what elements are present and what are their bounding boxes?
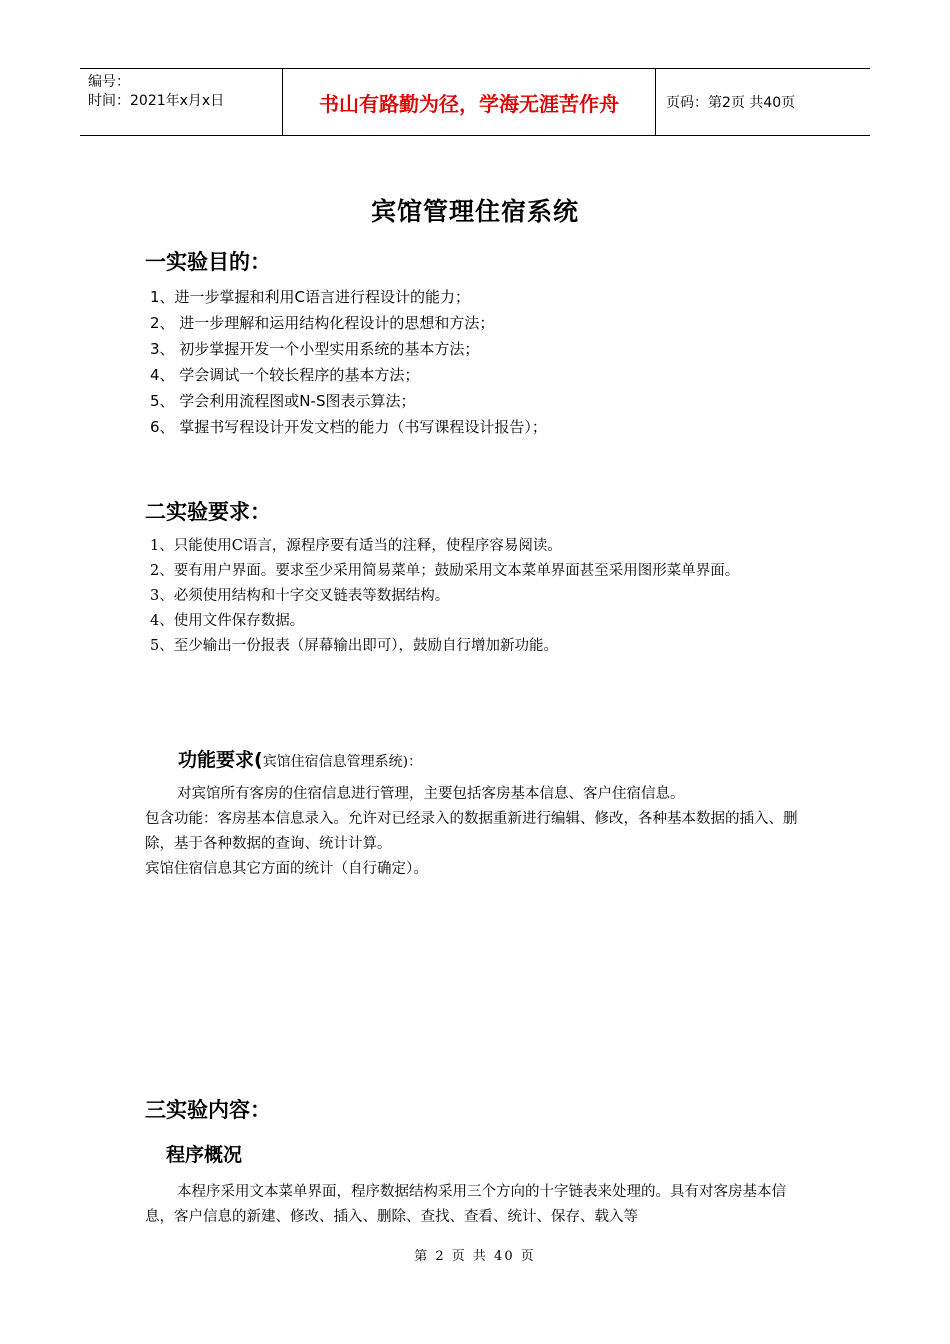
requirement-item: 1、只能使用C语言，源程序要有适当的注释，使程序容易阅读。: [150, 538, 562, 554]
requirements-list: [150, 534, 810, 659]
function-requirements-heading: [178, 745, 422, 772]
page-header: [80, 68, 870, 136]
requirement-item: 4、使用文件保存数据。: [150, 613, 305, 629]
function-heading-text: 功能要求(: [178, 749, 263, 771]
page-footer: 第 2 页 共 40 页: [414, 1249, 536, 1264]
function-line: 对宾馆所有客房的住宿信息进行管理，主要包括客房基本信息、客户住宿信息。: [177, 786, 685, 802]
header-motto: 书山有路勤为径，学海无涯苦作舟: [282, 69, 656, 135]
objectives-list: [150, 284, 547, 440]
program-overview-paragraph: 本程序采用文本菜单界面，程序数据结构采用三个方向的十字链表来处理的。具有对客房基本信息，客户信息的新建、修改、插入、删除、查找、查看、统计、保存、载入等: [145, 1184, 786, 1225]
objective-item: 2、 进一步理解和运用结构化程设计的思想和方法；: [150, 314, 495, 332]
section-1-heading: 一实验目的：: [145, 250, 271, 274]
section-3-heading: 三实验内容：: [145, 1098, 271, 1122]
function-heading-note: 宾馆住宿信息管理系统)：: [262, 754, 423, 770]
program-overview-heading: 程序概况: [166, 1144, 243, 1166]
requirement-item: 3、必须使用结构和十字交叉链表等数据结构。: [150, 588, 450, 604]
objective-item: 4、 学会调试一个较长程序的基本方法；: [150, 366, 420, 384]
time-label: 时间：2021年x月x日: [88, 93, 225, 109]
function-line: 包含功能：客房基本信息录入。允许对已经录入的数据重新进行编辑、修改，各种基本数据的插入、删除，基于各种数据的查询、统计计算。: [145, 811, 798, 852]
objective-item: 3、 初步掌握开发一个小型实用系统的基本方法；: [150, 340, 480, 358]
function-requirements-body: [145, 782, 810, 882]
header-meta: [80, 69, 282, 135]
header-page-info: 页码：第2页 共40页: [666, 95, 796, 111]
requirement-item: 2、要有用户界面。要求至少采用简易菜单；鼓励采用文本菜单界面甚至采用图形菜单界面。: [150, 563, 740, 579]
objective-item: 6、 掌握书写程设计开发文档的能力（书写课程设计报告）；: [150, 418, 547, 436]
objective-item: 5、 学会利用流程图或N-S图表示算法；: [150, 392, 416, 410]
requirement-item: 5、至少输出一份报表（屏幕输出即可），鼓励自行增加新功能。: [150, 638, 558, 654]
document-title: 宾馆管理住宿系统: [370, 197, 579, 226]
function-line: 宾馆住宿信息其它方面的统计（自行确定）。: [145, 861, 428, 877]
number-label: 编号：: [88, 74, 130, 90]
section-2-heading: 二实验要求：: [145, 500, 271, 524]
objective-item: 1、进一步掌握和利用C语言进行程设计的能力；: [150, 288, 471, 306]
